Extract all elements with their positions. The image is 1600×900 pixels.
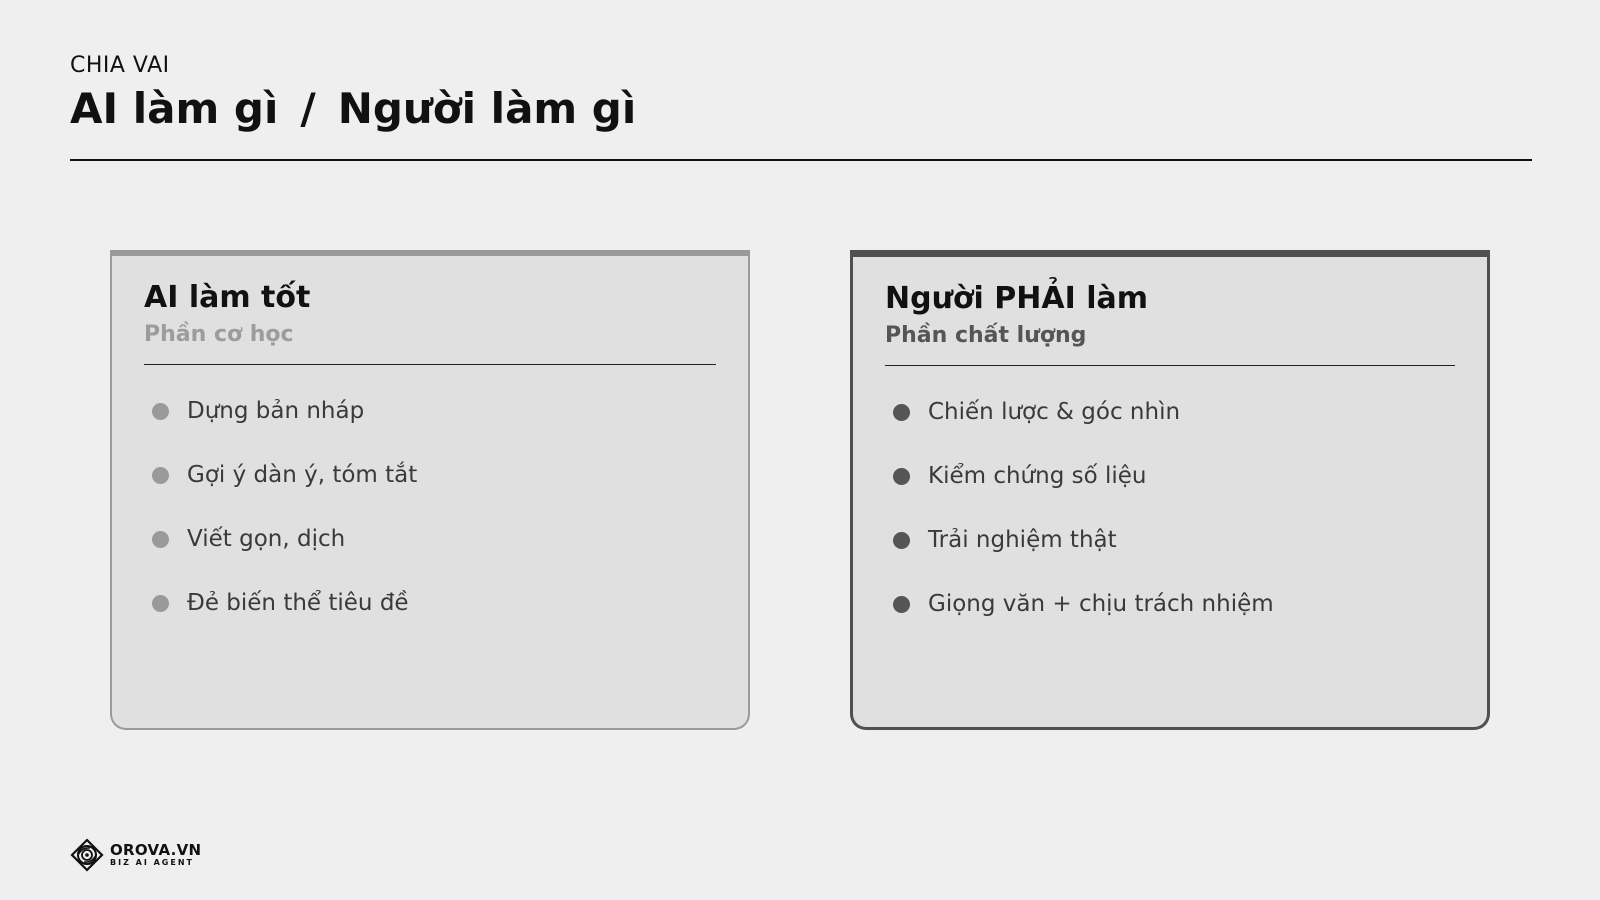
bullet-dot-icon [893,404,910,421]
bullet-dot-icon [152,595,169,612]
bullet-dot-icon [152,531,169,548]
list-item [885,380,1455,444]
list-item [144,507,716,571]
list-item [885,572,1455,636]
brand-name: OROVA.VN [110,841,202,859]
list-item [885,508,1455,572]
card-title: Người PHẢI làm [885,281,1148,316]
bullet-dot-icon [152,403,169,420]
bullet-dot-icon [893,468,910,485]
list-item-text: Trải nghiệm thật [928,527,1117,553]
list-item-text: Giọng văn + chịu trách nhiệm [928,591,1274,617]
list-item-text: Dựng bản nháp [187,398,365,424]
title-left: AI làm gì [70,84,279,133]
list-item-text: Kiểm chứng số liệu [928,463,1147,489]
orova-logo-icon [70,838,104,872]
bullet-dot-icon [893,532,910,549]
list-item-text: Gợi ý dàn ý, tóm tắt [187,462,418,488]
card-divider [885,365,1455,366]
card-item-list [144,379,716,635]
card-divider [144,364,716,365]
brand-text [110,842,201,868]
list-item-text: Chiến lược & góc nhìn [928,399,1181,425]
header-divider [70,159,1532,161]
bullet-dot-icon [152,467,169,484]
slide-header [70,52,1532,136]
list-item-text: Đẻ biến thể tiêu đề [187,590,409,616]
card-item-list [885,380,1455,636]
list-item [144,571,716,635]
ai-role-card [110,250,750,730]
list-item-text: Viết gọn, dịch [187,526,346,552]
list-item [144,379,716,443]
human-role-card [850,250,1490,730]
title-right: Người làm gì [337,84,637,133]
list-item [144,443,716,507]
bullet-dot-icon [893,596,910,613]
brand-tagline: BIZ AI AGENT [110,858,194,867]
section-eyebrow: CHIA VAI [70,53,170,78]
card-subtitle: Phần cơ học [144,322,294,347]
card-subtitle: Phần chất lượng [885,323,1087,348]
brand-logo [70,838,201,872]
list-item [885,444,1455,508]
title-separator: / [300,84,316,133]
card-title: AI làm tốt [144,280,311,315]
slide-title [70,82,1532,136]
